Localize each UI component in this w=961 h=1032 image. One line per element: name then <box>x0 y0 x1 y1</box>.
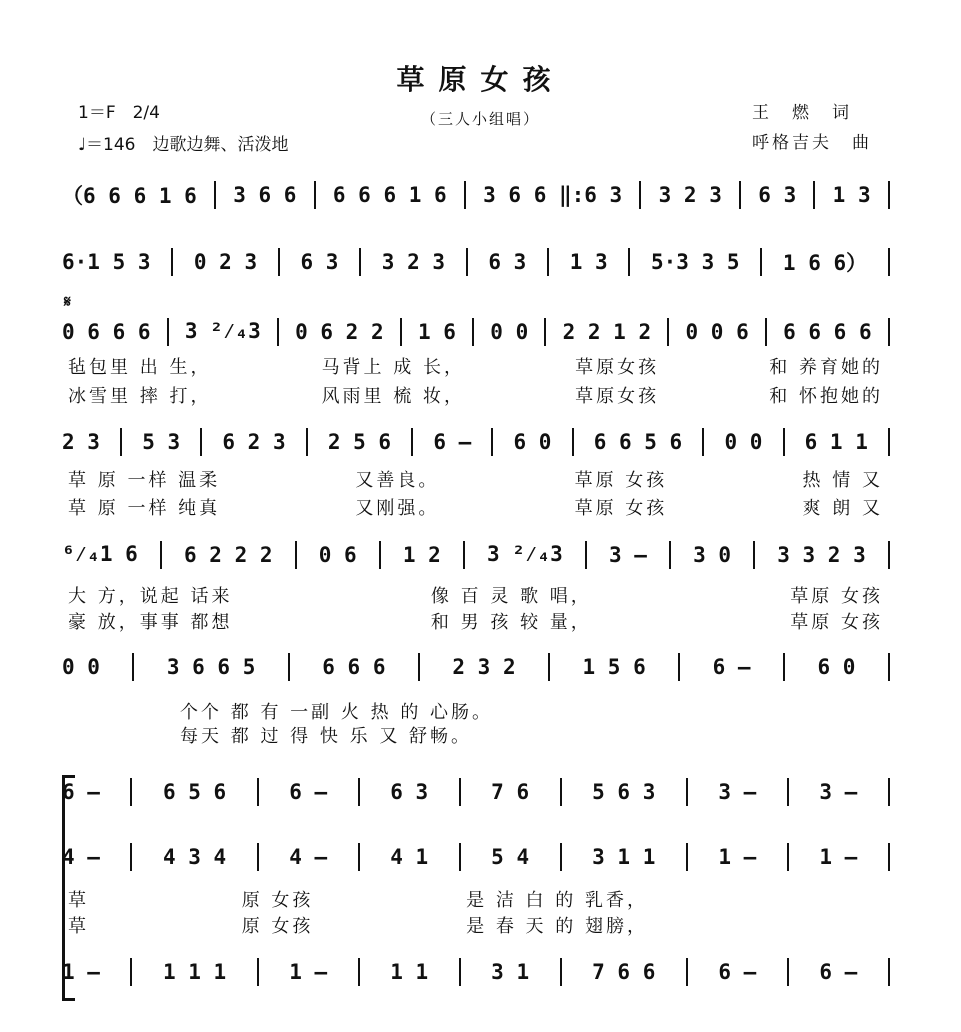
measure: 1 6 <box>417 320 456 344</box>
barline <box>200 428 202 456</box>
lyric-line <box>68 582 883 608</box>
barline <box>787 843 789 871</box>
lyric-phrase: 又善良。 <box>355 470 440 491</box>
barline <box>171 248 173 276</box>
song-title: 草原女孩 <box>396 63 565 96</box>
barline <box>463 541 465 569</box>
measure: 3 – <box>608 543 647 567</box>
lyric-line <box>68 886 648 912</box>
lyric-line <box>180 722 660 748</box>
lyric-phrase: 个个 都 有 一副 火 热 的 心肠。 <box>180 702 494 723</box>
barline <box>295 541 297 569</box>
measure: 2 5 6 <box>327 430 392 454</box>
measure: 1 3 <box>569 250 608 274</box>
barline <box>753 541 755 569</box>
measure: 6 3 <box>758 183 797 207</box>
notation-system <box>62 245 890 279</box>
measure: 1 – <box>289 960 328 984</box>
measure: 3 3 2 3 <box>777 543 866 567</box>
barline <box>278 248 280 276</box>
measure: 6 – <box>712 655 751 679</box>
notation-system <box>62 775 890 809</box>
barline <box>277 318 279 346</box>
barline <box>739 181 741 209</box>
lyric-phrase: 草 <box>68 916 89 937</box>
measure: 5 3 <box>142 430 181 454</box>
measure: 6 6 6 6 <box>783 320 872 344</box>
measure: 4 3 4 <box>162 845 227 869</box>
measure: 7 6 <box>491 780 530 804</box>
measure: 6 2 3 <box>222 430 286 454</box>
measure: 6 3 <box>390 780 429 804</box>
measure: 6 – <box>819 960 858 984</box>
barline <box>358 958 360 986</box>
barline <box>888 248 890 276</box>
barline <box>888 653 890 681</box>
barline <box>288 653 290 681</box>
barline <box>888 958 890 986</box>
barline <box>787 958 789 986</box>
barline <box>411 428 413 456</box>
measure: 6·1 5 3 <box>62 250 151 274</box>
measure: 1 1 1 <box>162 960 227 984</box>
measure: 3 0 <box>693 543 732 567</box>
segno-icon: 𝄋 <box>64 292 71 311</box>
measure: 2 3 <box>62 430 100 454</box>
measure: 3 6 6 5 <box>166 655 256 679</box>
measure: 0 0 <box>62 655 100 679</box>
measure: 6 1 1 <box>804 430 868 454</box>
measure: 0 0 6 <box>685 320 749 344</box>
measure: 3 2 3 <box>381 250 446 274</box>
measure: 6 – <box>718 960 757 984</box>
barline <box>678 653 680 681</box>
barline <box>560 843 562 871</box>
lyric-phrase: 风雨里 梳 妆， <box>321 386 466 407</box>
measure: 6 6 6 <box>322 655 386 679</box>
barline <box>306 428 308 456</box>
lyric-line <box>68 608 883 634</box>
measure: 0 0 <box>490 320 529 344</box>
measure: 6 6 6 1 6 <box>332 183 447 207</box>
lyric-phrase: 原 女孩 <box>241 890 314 911</box>
barline <box>888 181 890 209</box>
subtitle: （三人小组唱） <box>420 110 540 128</box>
lyric-phrase: 草 原 一样 纯真 <box>68 498 221 519</box>
notation-system <box>62 840 890 874</box>
barline <box>167 318 169 346</box>
barline <box>585 541 587 569</box>
barline <box>547 248 549 276</box>
measure: 0 2 3 <box>193 250 258 274</box>
lyric-phrase: 和 男 孩 较 量， <box>430 612 592 633</box>
barline <box>702 428 704 456</box>
system-brace <box>62 775 75 1001</box>
lyric-phrase: 草原女孩 <box>575 386 660 407</box>
barline <box>572 428 574 456</box>
barline <box>765 318 767 346</box>
lyric-phrase: 又刚强。 <box>355 498 440 519</box>
lyric-phrase: 爽 朗 又 <box>802 498 883 519</box>
lyric-phrase: 马背上 成 长， <box>321 357 466 378</box>
barline <box>544 318 546 346</box>
lyric-phrase: 大 方，说起 话来 <box>68 586 233 607</box>
barline <box>888 843 890 871</box>
lyric-phrase: 像 百 灵 歌 唱， <box>430 586 592 607</box>
barline <box>639 181 641 209</box>
measure: 4 – <box>62 845 100 869</box>
measure: 6 3 <box>300 250 339 274</box>
lyric-phrase: 和 养育她的 <box>769 357 883 378</box>
measure: 4 – <box>289 845 328 869</box>
measure: 5 6 3 <box>592 780 656 804</box>
notation-system <box>62 425 890 459</box>
barline <box>379 541 381 569</box>
barline <box>787 778 789 806</box>
lyric-phrase: 豪 放，事事 都想 <box>68 612 233 633</box>
barline <box>888 541 890 569</box>
barline <box>358 778 360 806</box>
barline <box>130 843 132 871</box>
lyric-line <box>68 466 883 492</box>
lyric-phrase: 草原女孩 <box>575 357 660 378</box>
measure: 3 2 3 <box>658 183 722 207</box>
notation-system <box>62 650 890 684</box>
lyric-line <box>180 698 660 724</box>
measure: 2 2 1 2 <box>562 320 652 344</box>
measure: 1 3 <box>832 183 871 207</box>
barline <box>214 181 216 209</box>
measure: 0 6 2 2 <box>295 320 384 344</box>
barline <box>130 778 132 806</box>
barline <box>888 318 890 346</box>
barline <box>888 778 890 806</box>
measure: 5·3 3 5 <box>651 250 740 274</box>
measure: 1 – <box>718 845 757 869</box>
measure: 1 6 6） <box>782 251 868 275</box>
barline <box>358 843 360 871</box>
measure: 6 – <box>433 430 472 454</box>
barline <box>257 958 259 986</box>
lyric-phrase: 是 春 天 的 翅膀， <box>466 916 648 937</box>
barline <box>120 428 122 456</box>
barline <box>359 248 361 276</box>
lyric-line <box>68 494 883 520</box>
measure: 0 6 6 6 <box>62 320 151 344</box>
lyric-phrase: 冰雪里 摔 打， <box>68 386 212 407</box>
measure: 3 ²⁄₄3 <box>184 319 261 343</box>
measure: 3 – <box>819 780 858 804</box>
barline <box>464 181 466 209</box>
lyricist: 王 燃 词 <box>752 103 852 123</box>
measure: 6 0 <box>817 655 856 679</box>
barline <box>783 653 785 681</box>
measure: 3 1 1 <box>592 845 656 869</box>
barline <box>760 248 762 276</box>
barline <box>400 318 402 346</box>
barline <box>459 958 461 986</box>
measure: 1 – <box>819 845 858 869</box>
barline <box>888 428 890 456</box>
lyric-phrase: 毡包里 出 生， <box>68 357 212 378</box>
barline <box>132 653 134 681</box>
barline <box>314 181 316 209</box>
barline <box>491 428 493 456</box>
barline <box>548 653 550 681</box>
measure: 3 6 6 <box>233 183 297 207</box>
measure: 3 – <box>718 780 757 804</box>
measure: 5 4 <box>491 845 530 869</box>
barline <box>686 778 688 806</box>
barline <box>560 958 562 986</box>
measure: 6 0 <box>513 430 552 454</box>
barline <box>459 843 461 871</box>
barline <box>160 541 162 569</box>
measure: 3 1 <box>491 960 530 984</box>
measure: 0 0 <box>724 430 763 454</box>
barline <box>560 778 562 806</box>
barline <box>418 653 420 681</box>
barline <box>686 958 688 986</box>
lyric-phrase: 草 原 一样 温柔 <box>68 470 221 491</box>
measure: 6 3 <box>488 250 527 274</box>
measure: （6 6 6 1 6 <box>62 184 197 208</box>
measure: 6 5 6 <box>162 780 227 804</box>
measure: 1 2 <box>402 543 441 567</box>
barline <box>813 181 815 209</box>
lyric-phrase: 和 怀抱她的 <box>769 386 883 407</box>
barline <box>628 248 630 276</box>
measure: 4 1 <box>390 845 429 869</box>
lyric-phrase: 草原 女孩 <box>574 470 668 491</box>
lyric-phrase: 每天 都 过 得 快 乐 又 舒畅。 <box>180 726 473 747</box>
barline <box>466 248 468 276</box>
notation-system <box>62 178 890 212</box>
key-signature: 1＝F 2/4 <box>78 103 160 123</box>
lyric-phrase: 热 情 又 <box>802 470 883 491</box>
measure: 0 6 <box>318 543 357 567</box>
measure: 1 1 <box>390 960 429 984</box>
lyric-phrase: 是 洁 白 的 乳香， <box>466 890 648 911</box>
lyric-line <box>68 382 883 408</box>
measure: 6 2 2 2 <box>184 543 273 567</box>
measure: 3 6 6 ‖:6 3 <box>483 183 623 207</box>
lyric-line <box>68 912 648 938</box>
measure: ⁶⁄₄1 6 <box>62 542 138 566</box>
measure: 7 6 6 <box>592 960 656 984</box>
notation-system <box>62 538 890 572</box>
tempo-marking: ♩＝146 边歌边舞、活泼地 <box>78 135 289 155</box>
lyric-phrase: 草原 女孩 <box>790 586 883 607</box>
lyric-phrase: 草 <box>68 890 89 911</box>
notation-system <box>62 955 890 989</box>
composer: 呼格吉夫 曲 <box>752 133 872 153</box>
barline <box>130 958 132 986</box>
measure: 6 – <box>62 780 100 804</box>
measure: 3 ²⁄₄3 <box>486 542 563 566</box>
lyric-phrase: 草原 女孩 <box>790 612 883 633</box>
measure: 6 6 5 6 <box>593 430 683 454</box>
barline <box>459 778 461 806</box>
barline <box>783 428 785 456</box>
lyric-phrase: 草原 女孩 <box>574 498 668 519</box>
measure: 2 3 2 <box>452 655 516 679</box>
barline <box>472 318 474 346</box>
notation-system <box>62 315 890 349</box>
lyric-line <box>68 353 883 379</box>
barline <box>667 318 669 346</box>
barline <box>686 843 688 871</box>
barline <box>669 541 671 569</box>
measure: 6 – <box>289 780 328 804</box>
measure: 1 – <box>62 960 100 984</box>
barline <box>257 843 259 871</box>
performance-style: 边歌边舞、活泼地 <box>152 135 289 155</box>
barline <box>257 778 259 806</box>
lyric-phrase: 原 女孩 <box>241 916 314 937</box>
time-signature: 2/4 <box>132 103 160 123</box>
measure: 1 5 6 <box>582 655 646 679</box>
